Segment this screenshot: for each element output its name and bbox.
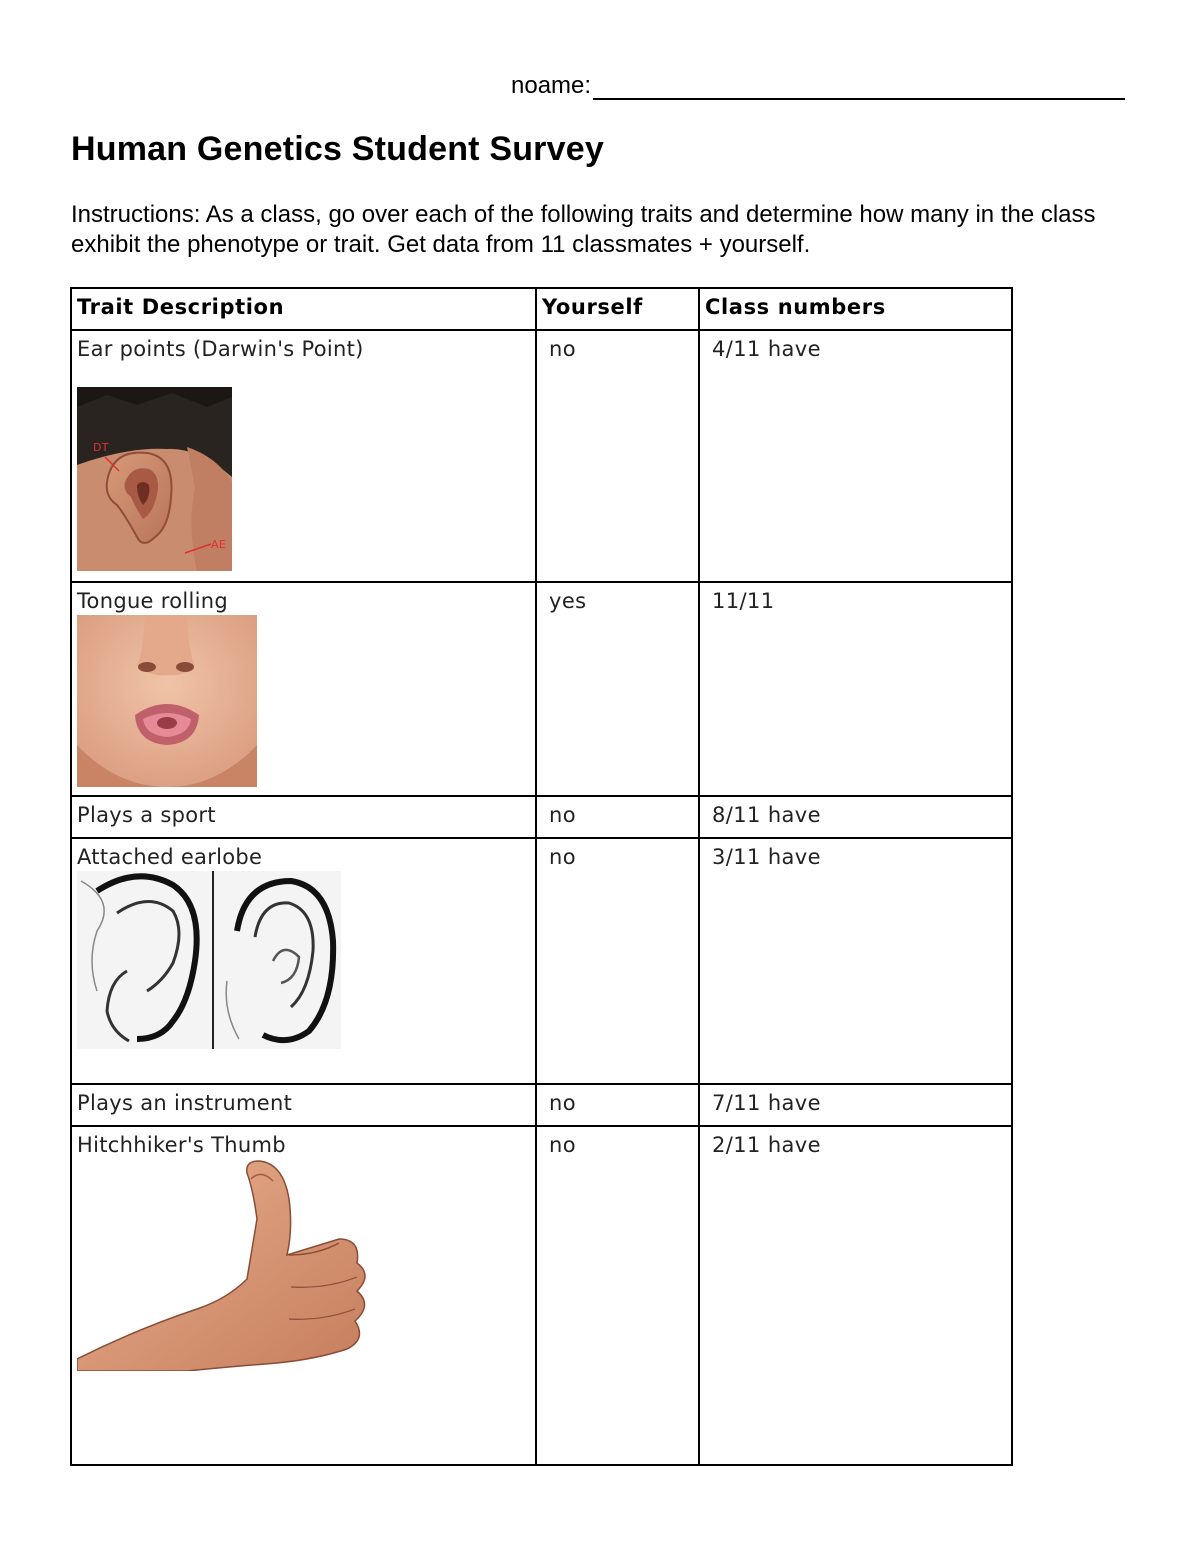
yourself-cell[interactable]: no bbox=[536, 796, 699, 838]
column-header: Trait Description bbox=[71, 288, 536, 330]
trait-cell: Plays a sport bbox=[71, 796, 536, 838]
table-row bbox=[71, 330, 1012, 582]
class-numbers-cell[interactable]: 7/11 have bbox=[699, 1084, 1012, 1126]
hitchhikers-thumb-image bbox=[77, 1159, 471, 1371]
trait-cell bbox=[71, 1126, 536, 1465]
trait-cell bbox=[71, 838, 536, 1084]
table-row bbox=[71, 1084, 1012, 1126]
name-label: noame: bbox=[511, 72, 592, 99]
trait-label: Tongue rolling bbox=[77, 589, 229, 613]
column-header: Class numbers bbox=[699, 288, 1012, 330]
trait-label: Ear points (Darwin's Point) bbox=[77, 337, 364, 361]
class-numbers-cell[interactable]: 2/11 have bbox=[699, 1126, 1012, 1465]
darwins-point-ear-image bbox=[77, 387, 232, 571]
yourself-cell[interactable]: no bbox=[536, 838, 699, 1084]
class-numbers-cell[interactable]: 4/11 have bbox=[699, 330, 1012, 582]
column-header: Yourself bbox=[536, 288, 699, 330]
yourself-cell[interactable]: yes bbox=[536, 582, 699, 796]
yourself-cell[interactable]: no bbox=[536, 1084, 699, 1126]
name-field bbox=[511, 72, 1125, 100]
ear-label-ae: AE bbox=[211, 538, 227, 551]
table-row bbox=[71, 582, 1012, 796]
trait-cell bbox=[71, 330, 536, 582]
table-header-row bbox=[71, 288, 1012, 330]
yourself-cell[interactable]: no bbox=[536, 1126, 699, 1465]
table-row bbox=[71, 838, 1012, 1084]
trait-label: Attached earlobe bbox=[77, 845, 263, 869]
ear-label-dt: DT bbox=[93, 441, 109, 454]
class-numbers-cell[interactable]: 11/11 bbox=[699, 582, 1012, 796]
instructions: Instructions: As a class, go over each of the following traits and determine how many in the class exhibit the phenotype or trait. Get data from 11 classmates + yourself. bbox=[71, 201, 1096, 258]
page-title: Human Genetics Student Survey bbox=[71, 130, 604, 168]
survey-table bbox=[70, 287, 1013, 1466]
trait-label: Hitchhiker's Thumb bbox=[77, 1133, 286, 1157]
trait-cell bbox=[71, 582, 536, 796]
class-numbers-cell[interactable]: 8/11 have bbox=[699, 796, 1012, 838]
trait-cell: Plays an instrument bbox=[71, 1084, 536, 1126]
attached-earlobe-image bbox=[77, 871, 341, 1049]
tongue-rolling-image bbox=[77, 615, 257, 787]
class-numbers-cell[interactable]: 3/11 have bbox=[699, 838, 1012, 1084]
table-row bbox=[71, 1126, 1012, 1465]
yourself-cell[interactable]: no bbox=[536, 330, 699, 582]
table-row bbox=[71, 796, 1012, 838]
name-blank[interactable] bbox=[593, 72, 1125, 100]
